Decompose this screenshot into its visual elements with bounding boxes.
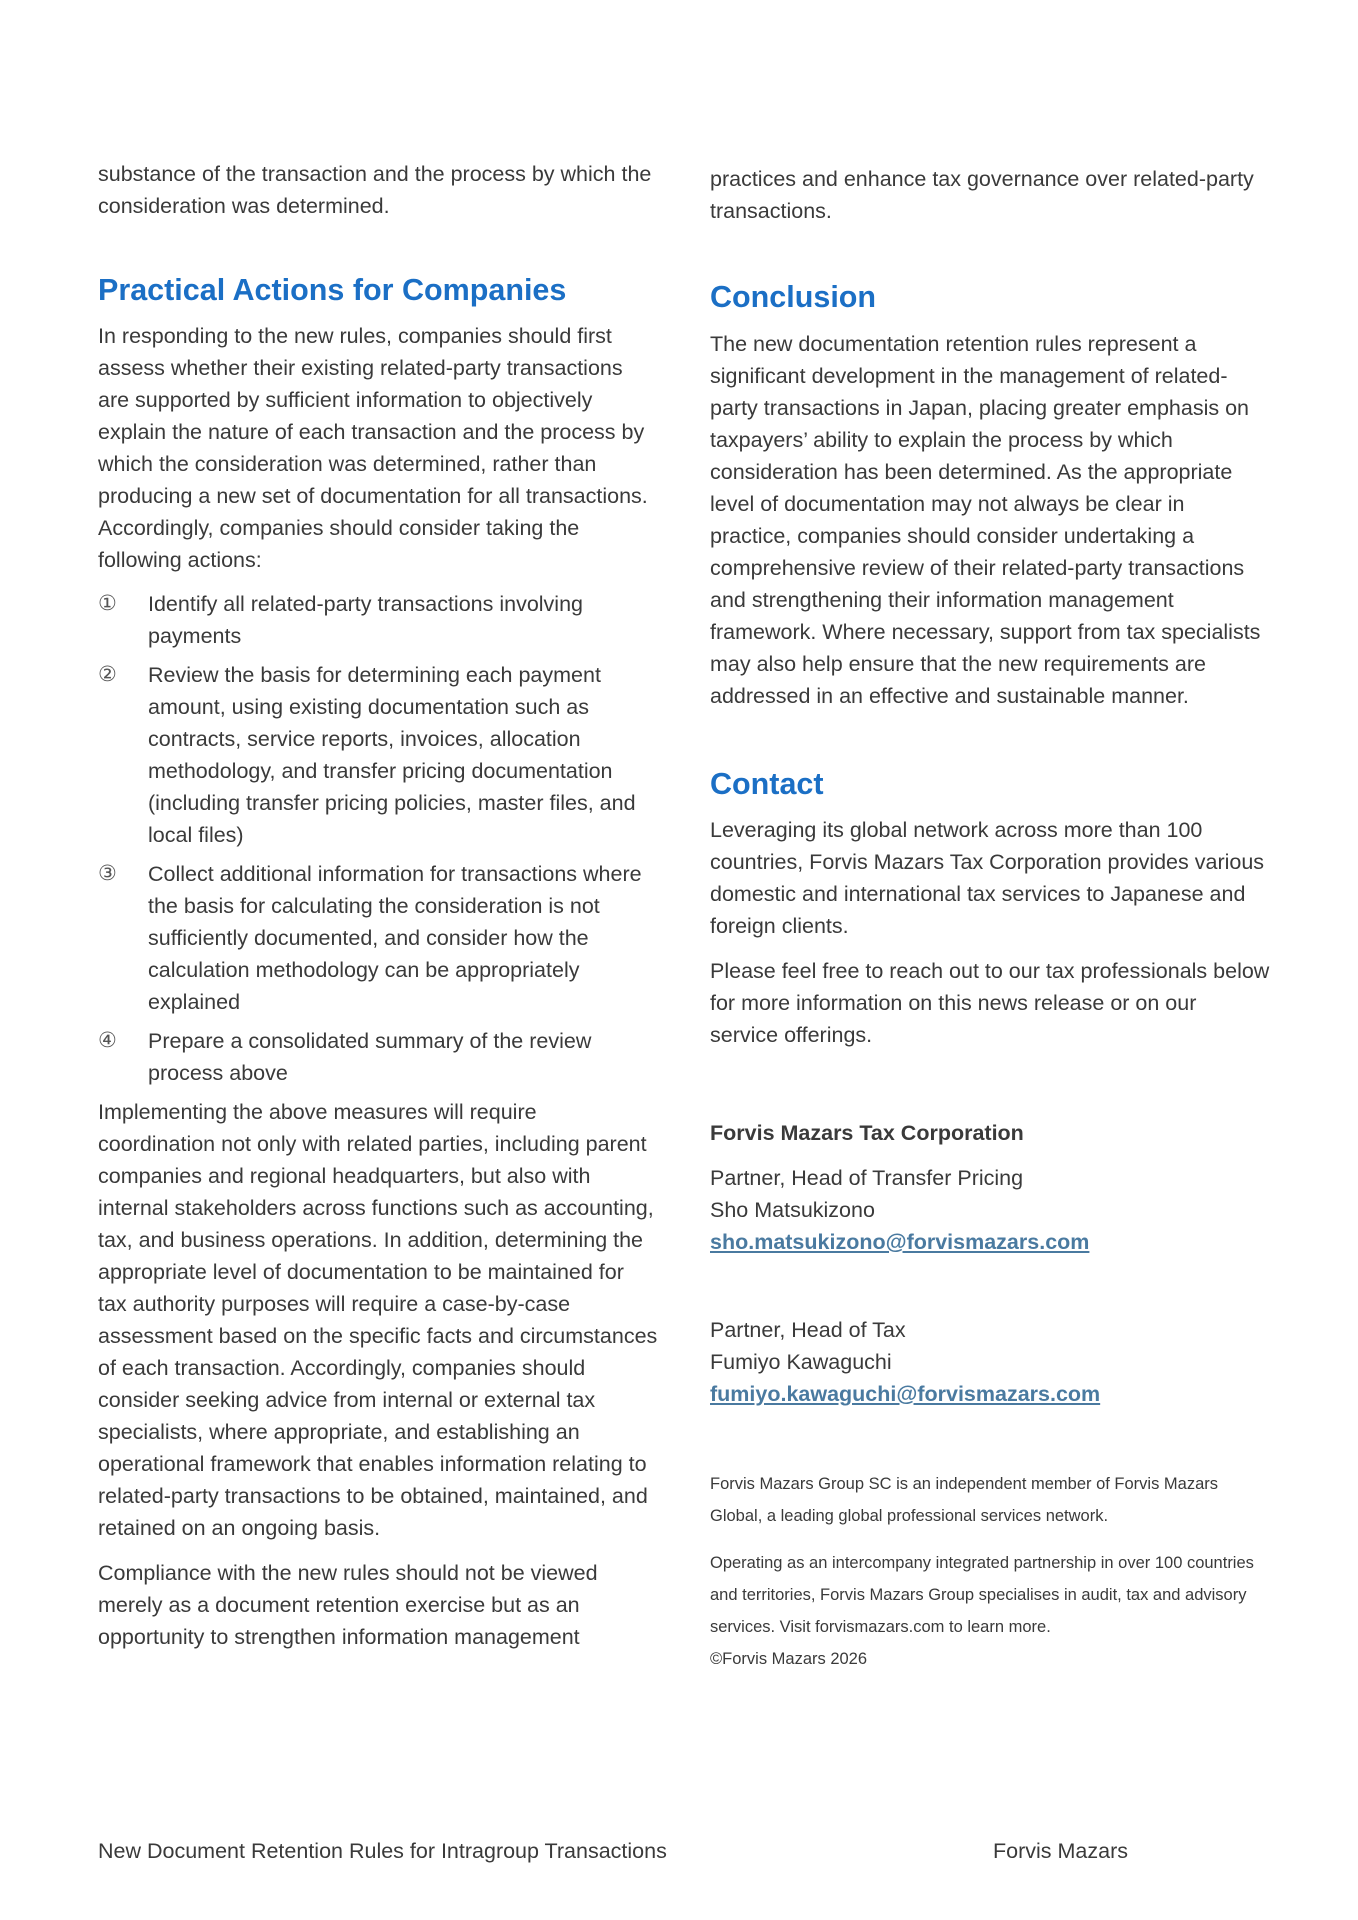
list-number: ②: [98, 663, 117, 686]
list-number: ①: [98, 592, 117, 615]
contact-role: Partner, Head of Transfer Pricing: [710, 1166, 1024, 1190]
contact-email-link[interactable]: fumiyo.kawaguchi@forvismazars.com: [710, 1382, 1101, 1406]
contact-heading: Contact: [710, 767, 824, 801]
contact-role: Partner, Head of Tax: [710, 1318, 906, 1342]
contact-paragraph-1: Leveraging its global network across more than 100 countries, Forvis Mazars Tax Corporation provides various domestic and international tax services to Japanese and foreign clients.: [710, 818, 1265, 938]
disclaimer-paragraph-2: Operating as an intercompany integrated partnership in over 100 countries and territories, Forvis Mazars Group specialises in audit, tax and advisory services. Visit forvismazars.com to learn more.: [710, 1554, 1254, 1636]
intro-tail-paragraph: substance of the transaction and the process by which the consideration was determined.: [98, 162, 652, 218]
list-item: [98, 858, 658, 1018]
company-name: Forvis Mazars Tax Corporation: [710, 1121, 1024, 1145]
compliance-paragraph: Compliance with the new rules should not be viewed merely as a document retention exercise but as an opportunity to strengthen information management: [98, 1561, 598, 1649]
disclaimer-paragraph-1: Forvis Mazars Group SC is an independent member of Forvis Mazars Global, a leading global professional services network.: [710, 1475, 1219, 1525]
copyright-text: ©Forvis Mazars 2026: [710, 1650, 868, 1668]
list-item-text: Collect additional information for transactions where the basis for calculating the consideration is not sufficiently documented, and consider how the calculation methodology can be appropriately explained: [148, 862, 642, 1014]
list-item: [98, 588, 658, 652]
actions-list: [98, 588, 658, 1089]
contact-paragraph-2: Please feel free to reach out to our tax professionals below for more information on this news release or on our service offerings.: [710, 959, 1270, 1047]
conclusion-paragraph: The new documentation retention rules represent a significant development in the management of related-party transactions in Japan, placing greater emphasis on taxpayers’ ability to explain the process by which consideration has been determined. As the appropriate level of documentation may not always be clear in practice, companies should consider undertaking a comprehensive review of their related-party transactions and strengthening their information management framework. Where necessary, support from tax specialists may also help ensure that the new requirements are addressed in an effective and sustainable manner.: [710, 332, 1261, 708]
implementing-paragraph: Implementing the above measures will require coordination not only with related parties, including parent companies and regional headquarters, but also with internal stakeholders across functions such as accounting, tax, and business operations. In addition, determining the appropriate level of documentation to be maintained for tax authority purposes will require a case-by-case assessment based on the specific facts and circumstances of each transaction. Accordingly, companies should consider seeking advice from internal or external tax specialists, where appropriate, and establishing an operational framework that enables information relating to related-party transactions to be obtained, maintained, and retained on an ongoing basis.: [98, 1100, 658, 1540]
list-item-text: Prepare a consolidated summary of the review process above: [148, 1029, 592, 1085]
list-item-text: Identify all related-party transactions involving payments: [148, 592, 583, 648]
contact-card-transfer-pricing: [710, 1162, 1270, 1258]
footer-document-title: New Document Retention Rules for Intragroup Transactions: [98, 1839, 667, 1863]
contact-name: Sho Matsukizono: [710, 1198, 875, 1222]
right-column: [710, 163, 1270, 1675]
list-item: [98, 659, 658, 851]
practical-actions-heading: Practical Actions for Companies: [98, 273, 567, 307]
contact-card-tax: [710, 1314, 1270, 1410]
conclusion-heading: Conclusion: [710, 280, 877, 314]
list-item-text: Review the basis for determining each payment amount, using existing documentation such as contracts, service reports, invoices, allocation methodology, and transfer pricing documentation (including transfer pricing policies, master files, and local files): [148, 663, 636, 847]
list-item: [98, 1025, 658, 1089]
footer-brand: Forvis Mazars: [993, 1839, 1128, 1863]
list-number: ③: [98, 862, 117, 885]
contact-email-link[interactable]: sho.matsukizono@forvismazars.com: [710, 1230, 1090, 1254]
contact-name: Fumiyo Kawaguchi: [710, 1350, 892, 1374]
continued-paragraph: practices and enhance tax governance over related-party transactions.: [710, 167, 1254, 223]
practical-actions-paragraph: In responding to the new rules, companies should first assess whether their existing related-party transactions are supported by sufficient information to objectively explain the nature of each transaction and the process by which the consideration was determined, rather than producing a new set of documentation for all transactions. Accordingly, companies should consider taking the following actions:: [98, 324, 648, 572]
left-column: [98, 158, 658, 1653]
list-number: ④: [98, 1029, 117, 1052]
